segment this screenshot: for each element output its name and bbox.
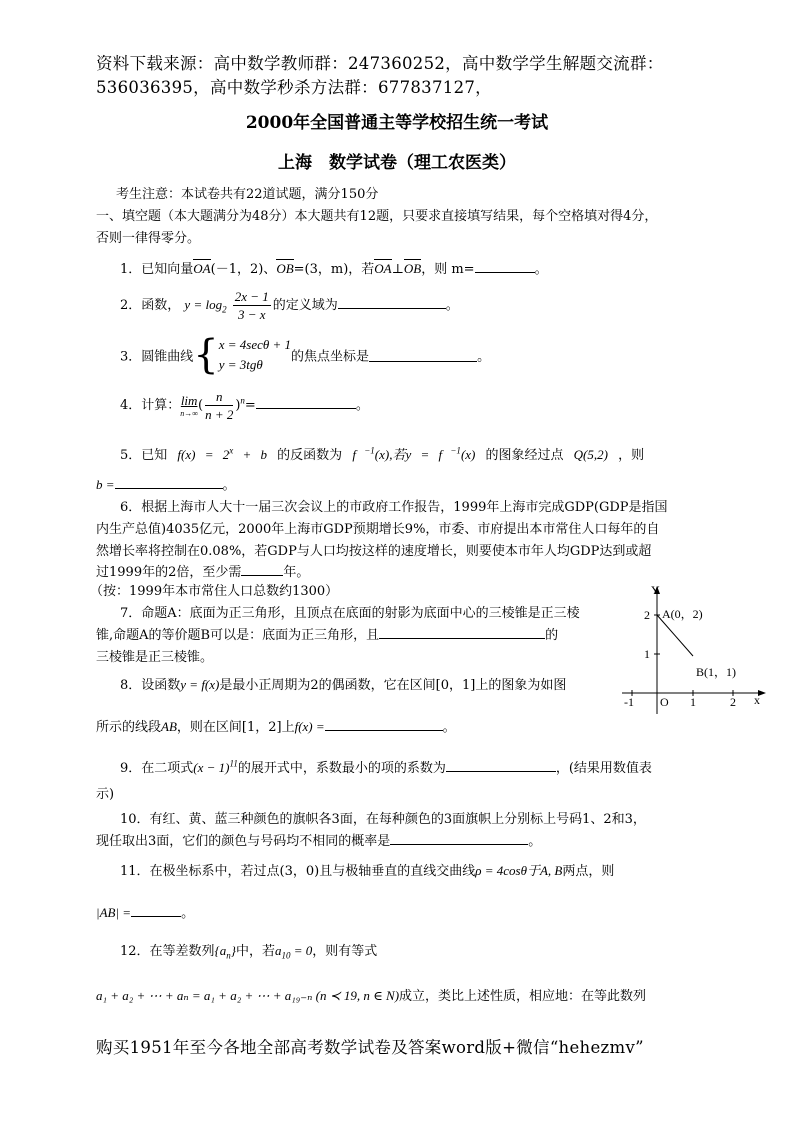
answer-blank [475,260,535,273]
footer: 购买1951年至今各地全部高考数学试卷及答案word版+微信“hehezmv” [96,1038,644,1057]
tick-label-x1: 1 [690,695,696,709]
question-6-line1: 6．根据上海市人大十一届三次会议上的市政府工作报告，1999年上海市完成GDP(GDP是指国 [120,500,668,515]
question-6-line2: 内生产总值)4035亿元，2000年上海市GDP预期增长9%，市委、市府提出本市常住人口每年的自 [96,522,660,537]
question-10-line2: 现任取出3面，它们的颜色与号码均不相同的概率是 。 [96,834,542,849]
tick-label-y1: 1 [644,647,650,661]
question-9: 9．在二项式$(x - 1)^{11}$的展开式中，系数最小的项的系数为 ，(结果用数值表 [120,758,652,776]
question-8-line2: 所示的线段AB，则在区间[1，2]上f(x) = 。 [96,719,456,735]
tick-label-x2: 2 [730,695,736,709]
answer-blank [379,626,545,639]
point-b-label: B(1，1) [696,665,736,679]
question-4: 4．计算： lim n→∞ ( $\frac{n}{n + 2}$ )$^n$= 。 [120,389,369,422]
answer-blank [338,296,446,309]
answer-blank [131,904,181,917]
question-8-line1: 8．设函数y = f(x)是最小正周期为2的偶函数，它在区间[0，1]上的图象为如图 [120,677,567,693]
question-10-line1: 10．有红、黄、蓝三种颜色的旗帜各3面，在每种颜色的3面旗帜上分别标上号码1、2和3， [120,812,646,827]
answer-blank [369,349,477,362]
question-9-cont: 示) [96,787,115,802]
question-1: 1．已知向量OA(－1，2)、OB=(3，m)，若OA⊥OB，则 m= 。 [120,261,548,277]
tick-label-xm1: -1 [624,695,634,709]
answer-blank [325,718,443,731]
answer-blank [256,396,356,409]
question-12-line2: a₁ + a₂ + ⋯ + aₙ = a₁ + a₂ + ⋯ + a₁₉₋ₙ (n ≺ 19, n ∈ N)成立，类比上述性质，相应地：在等此数列 [96,988,647,1004]
header-line-2: 536036395，高中数学秒杀方法群：677837127， [96,78,492,97]
section1-line1: 一、填空题（本大题满分为48分）本大题共有12题，只要求直接填写结果，每个空格填对得4分， [96,209,658,224]
question-3: 3．圆锥曲线{ x = 4secθ + 1 y = 3tgθ 的焦点坐标是 。 [120,332,491,378]
question-6-line3: 然增长率将控制在0.08%，若GDP与人口均按这样的速度增长，则要使本市年人均GDP达到或超 [96,544,652,559]
question-2: 2．函数， $y = \log_2$ $\frac{2x - 1}{3 - x}$ 的定义域为 。 [120,289,459,322]
tick-label-y2: 2 [644,608,650,622]
question-6-line4: 过1999年的2倍，至少需 年。 [96,565,310,580]
origin-label: O [660,695,669,709]
header-line-1: 资料下载来源：高中数学教师群：247360252，高中数学学生解题交流群： [96,54,664,73]
question-5-cont: b = 。 [96,477,236,493]
notice: 考生注意：本试卷共有22道试题，满分150分 [116,187,379,202]
question-12: 12．在等差数列$\{a_n\}$中，若$a_{10} = 0$，则有等式 [120,943,378,961]
exam-title: 2000年全国普通主等学校招生统一考试 [245,113,549,133]
question-11: 11．在极坐标系中，若过点(3，0)且与极轴垂直的直线交曲线ρ = 4cosθ于A, B两点，则 [120,863,615,879]
point-a-label: A(0，2) [662,607,703,621]
answer-blank [390,832,528,845]
question-7-line3: 三棱锥是正三棱锥。 [96,650,214,665]
question-11-cont: |AB| = 。 [96,905,195,921]
section1-line2: 否则一律得零分。 [96,231,201,246]
answer-blank [241,563,283,576]
answer-blank [446,759,556,772]
function-graph [620,578,770,718]
exam-subtitle: 上海 数学试卷（理工农医类） [278,153,516,173]
x-axis-label: x [754,693,760,707]
question-6-note: （按：1999年本市常住人口总数约1300） [90,584,339,599]
question-5: 5．已知 $f(x) = 2^x + b$ 的反函数为 f $^{-1}$(x),若y = f $^{-1}$(x) 的图象经过点 Q(5,2) ，则 [120,445,645,463]
y-axis-label: Y [651,583,660,597]
question-7-line2: 锥,命题A的等价题B可以是：底面为正三角形，且 的 [96,628,559,643]
answer-blank [115,476,223,489]
question-7-line1: 7．命题A：底面为正三角形，且顶点在底面的射影为底面中心的三棱锥是正三棱 [120,606,580,621]
segment-ab [657,615,693,656]
